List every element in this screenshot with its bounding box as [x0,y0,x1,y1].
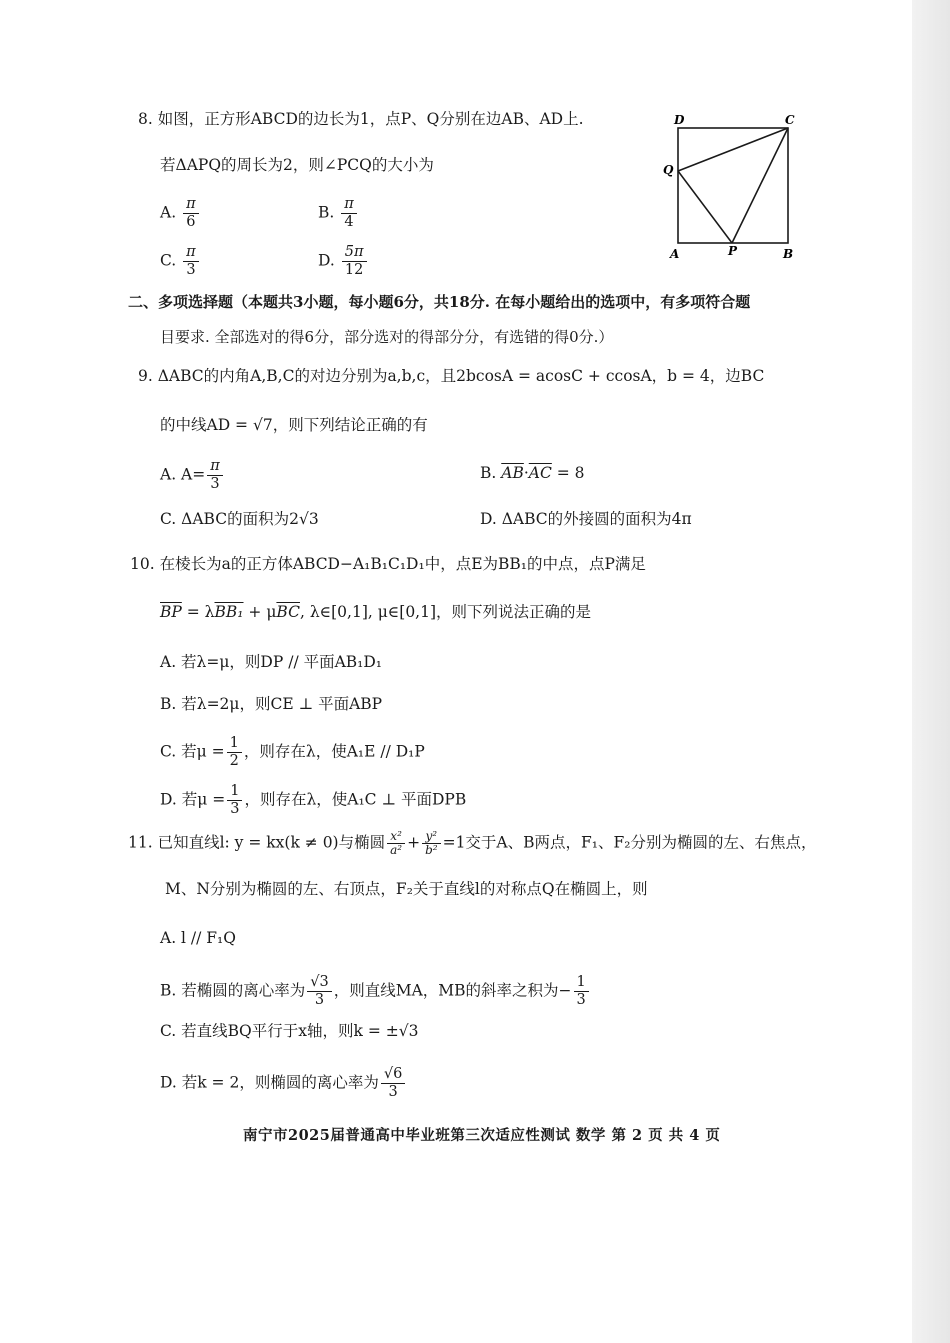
q9-option-a [160,458,225,493]
segment-pc [732,128,788,243]
numerator: √6 [381,1066,405,1084]
label-c: C [785,113,795,127]
q10-option-b: B. 若λ=2μ，则CE ⊥ 平面ABP [160,695,383,713]
denominator: a² [390,843,403,857]
option-value: = 8 [551,464,585,482]
fraction-x [387,830,405,857]
option-text: ，则存在λ，使A₁E // D₁P [243,742,425,761]
fraction [341,196,357,231]
square-outline [678,128,788,243]
page-footer: 南宁市2025届普通高中毕业班第三次适应性测试 数学 第 2 页 共 4 页 [243,1127,721,1144]
option-text: ，则存在λ，使A₁C ⊥ 平面DPB [244,790,467,809]
fraction [183,196,199,231]
segment-qp [678,171,732,243]
denominator: b² [425,843,438,857]
vector-bp: $\overline{BP}$ [160,603,182,621]
q9-stem-line1: 9. ΔABC的内角A,B,C的对边分别为a,b,c，且2bcosA = acosC + ccosA，b = 4，边BC [138,367,765,385]
option-label: B. [480,464,502,482]
q8-stem-line1: 8. 如图，正方形ABCD的边长为1，点P、Q分别在边AB、AD上. [138,110,584,128]
option-text: C. 若μ = [160,742,225,761]
equation-part: = λ [181,603,215,621]
numerator: π [183,244,199,262]
denominator: 6 [186,214,196,230]
option-text: ，则直线MA，MB的斜率之积为− [333,981,572,1000]
section2-header-line1: 二、多项选择题（本题共3小题，每小题6分，共18分. 在每小题给出的选项中，有多项符合题 [128,293,751,311]
fraction [307,974,331,1009]
q9-option-b [480,462,585,484]
numerator: 5π [342,244,367,262]
option-label: D. [318,251,335,270]
q9-stem-line2: 的中线AD = √7，则下列结论正确的有 [160,416,428,434]
option-label: B. [318,203,335,222]
numerator: 1 [574,974,589,992]
option-text: A. A= [160,465,206,484]
plus-sign: + [407,833,421,852]
q8-stem-line2: 若ΔAPQ的周长为2，则∠PCQ的大小为 [160,156,434,174]
option-text: D. 若k = 2，则椭圆的离心率为 [160,1073,379,1092]
denominator: 4 [344,214,354,230]
q8-option-d [318,244,369,279]
fraction [183,244,199,279]
section2-header-line2: 目要求. 全部选对的得6分，部分选对的得部分分，有选错的得0分.） [160,328,614,346]
q11-option-c: C. 若直线BQ平行于x轴，则k = ±√3 [160,1022,419,1040]
q8-option-a [160,196,201,231]
numerator: π [183,196,199,214]
option-text: B. 若椭圆的离心率为 [160,981,306,1000]
numerator: π [341,196,357,214]
denominator: 3 [576,992,586,1008]
q10-stem-line1: 10. 在棱长为a的正方体ABCD−A₁B₁C₁D₁中，点E为BB₁的中点，点P满足 [130,555,646,573]
page-edge-shadow [912,0,950,1343]
label-d: D [674,113,685,127]
numerator: y² [422,830,441,844]
label-a: A [670,247,680,261]
label-p: P [728,244,738,258]
equation-rest: , λ∈[0,1], μ∈[0,1]，则下列说法正确的是 [299,603,592,621]
dot-operator: · [523,464,529,482]
numerator: π [207,458,223,476]
fraction [342,244,367,279]
numerator: 1 [227,783,242,801]
q10-option-a: A. 若λ=μ，则DP // 平面AB₁D₁ [160,653,383,671]
option-label: C. [160,251,177,270]
q10-option-d [160,783,466,818]
numerator: x² [387,830,405,844]
denominator: 12 [344,262,364,278]
option-text: D. 若μ = [160,790,226,809]
stem-text: 11. 已知直线l: y = kx(k ≠ 0)与椭圆 [128,833,386,852]
vector-bc: $\overline{BC}$ [276,603,300,621]
denominator: 3 [210,476,220,492]
fraction [227,783,242,818]
label-q: Q [663,163,674,177]
denominator: 3 [314,992,325,1008]
q10-stem-line2 [160,601,591,623]
q8-option-c [160,244,201,279]
vector-ab: $\overline{AB}$ [501,464,524,482]
denominator: 2 [229,753,239,769]
denominator: 3 [186,262,196,278]
q9-option-d: D. ΔABC的外接圆的面积为4π [480,510,692,528]
equation-part: + μ [243,603,277,621]
q9-option-c: C. ΔABC的面积为2√3 [160,510,319,528]
q11-option-b [160,974,591,1009]
option-label: A. [160,203,177,222]
stem-text: =1交于A、B两点，F₁、F₂分别为椭圆的左、右焦点， [442,833,817,852]
vector-ac: $\overline{AC}$ [528,464,552,482]
q11-option-d [160,1066,407,1101]
q10-option-c [160,735,425,770]
q11-option-a: A. l // F₁Q [160,929,236,947]
q11-stem-line1 [128,830,816,857]
segment-qc [678,128,788,171]
fraction-y [422,830,441,857]
fraction [227,735,242,770]
q11-stem-line2: M、N分别为椭圆的左、右顶点，F₂关于直线l的对称点Q在椭圆上，则 [165,880,648,898]
denominator: 3 [230,801,240,817]
q8-option-b [318,196,359,231]
numerator: √3 [307,974,331,992]
fraction [207,458,223,493]
fraction [574,974,589,1009]
square-figure [660,108,810,263]
denominator: 3 [388,1084,398,1100]
label-b: B [783,247,794,261]
numerator: 1 [227,735,242,753]
fraction [381,1066,405,1101]
vector-bb1: BB₁ [214,603,244,621]
